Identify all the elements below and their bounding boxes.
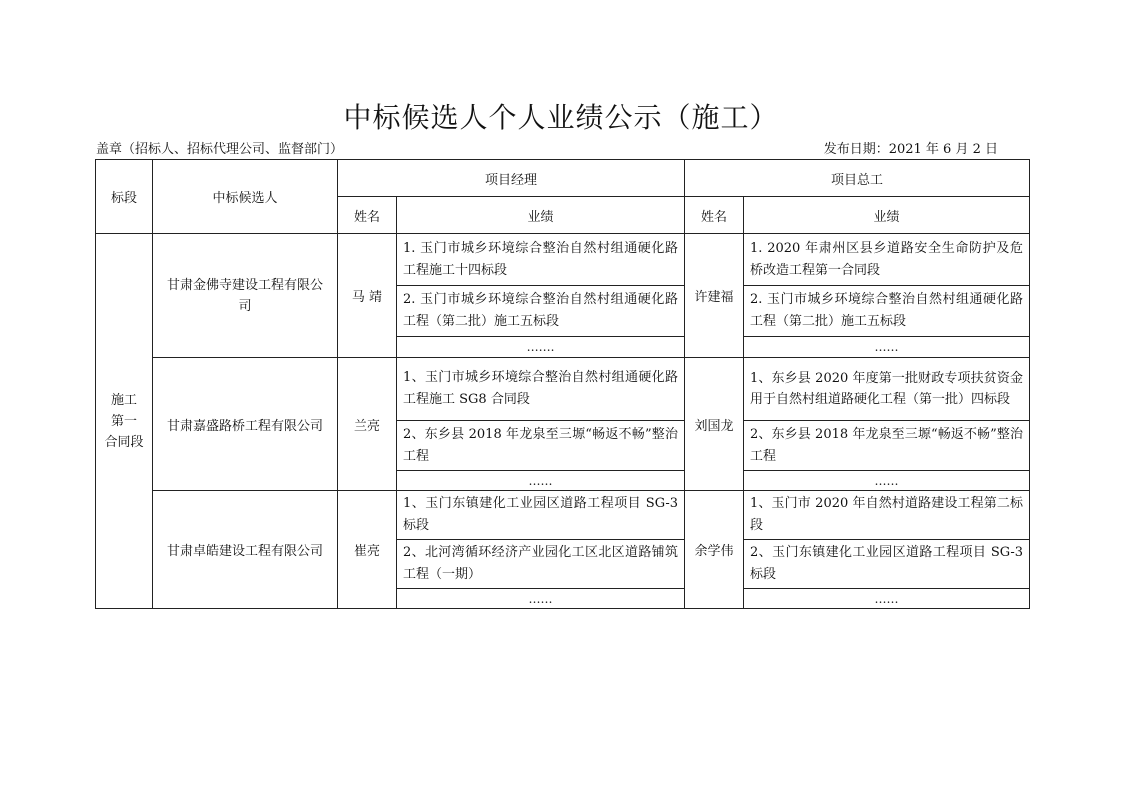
chief-work-item: 2、东乡县 2018 年龙泉至三塬“畅返不畅”整治工程 <box>744 421 1030 471</box>
pm-work-item: 1. 玉门市城乡环境综合整治自然村组通硬化路工程施工十四标段 <box>397 234 685 286</box>
header-candidate: 中标候选人 <box>153 160 338 234</box>
header-chief-name: 姓名 <box>685 197 744 234</box>
chief-work-item: 1. 2020 年肃州区县乡道路安全生命防护及危桥改造工程第一合同段 <box>744 234 1030 286</box>
pm-work-item: 2、北河湾循环经济产业园化工区北区道路铺筑工程（一期） <box>397 540 685 589</box>
performance-table <box>95 159 1030 609</box>
chief-work-more: …… <box>744 471 1030 491</box>
chief-work-item: 2. 玉门市城乡环境综合整治自然村组通硬化路工程（第二批）施工五标段 <box>744 286 1030 337</box>
pm-work-item: 1、玉门东镇建化工业园区道路工程项目 SG-3 标段 <box>397 491 685 540</box>
section-cell: 施工 第一 合同段 <box>96 234 153 609</box>
pm-work-more: …… <box>397 589 685 609</box>
company-cell: 甘肃金佛寺建设工程有限公司 <box>153 234 338 358</box>
header-chief-performance: 业绩 <box>744 197 1030 234</box>
pm-name-cell: 马 靖 <box>338 234 397 358</box>
pm-work-item: 2. 玉门市城乡环境综合整治自然村组通硬化路工程（第二批）施工五标段 <box>397 286 685 337</box>
header-project-manager: 项目经理 <box>338 160 685 197</box>
company-cell: 甘肃嘉盛路桥工程有限公司 <box>153 358 338 491</box>
chief-work-more: …… <box>744 337 1030 358</box>
company-cell: 甘肃卓皓建设工程有限公司 <box>153 491 338 609</box>
pm-name-cell: 兰亮 <box>338 358 397 491</box>
header-section: 标段 <box>96 160 153 234</box>
chief-name-cell: 余学伟 <box>685 491 744 609</box>
chief-work-item: 1、东乡县 2020 年度第一批财政专项扶贫资金用于自然村组道路硬化工程（第一批）四标段 <box>744 358 1030 421</box>
header-pm-name: 姓名 <box>338 197 397 234</box>
stamp-label: 盖章（招标人、招标代理公司、监督部门） <box>96 142 344 157</box>
header-pm-performance: 业绩 <box>397 197 685 234</box>
chief-name-cell: 许建福 <box>685 234 744 358</box>
pm-work-item: 1、玉门市城乡环境综合整治自然村组通硬化路工程施工 SG8 合同段 <box>397 358 685 421</box>
page-title: 中标候选人个人业绩公示（施工） <box>343 101 779 134</box>
pm-work-more: ……. <box>397 337 685 358</box>
pm-name-cell: 崔亮 <box>338 491 397 609</box>
header-chief-engineer: 项目总工 <box>685 160 1030 197</box>
publish-date: 发布日期：2021 年 6 月 2 日 <box>823 142 998 157</box>
pm-work-item: 2、东乡县 2018 年龙泉至三塬“畅返不畅”整治工程 <box>397 421 685 471</box>
pm-work-more: …… <box>397 471 685 491</box>
chief-work-item: 2、玉门东镇建化工业园区道路工程项目 SG-3 标段 <box>744 540 1030 589</box>
chief-work-more: …… <box>744 589 1030 609</box>
chief-work-item: 1、玉门市 2020 年自然村道路建设工程第二标段 <box>744 491 1030 540</box>
chief-name-cell: 刘国龙 <box>685 358 744 491</box>
